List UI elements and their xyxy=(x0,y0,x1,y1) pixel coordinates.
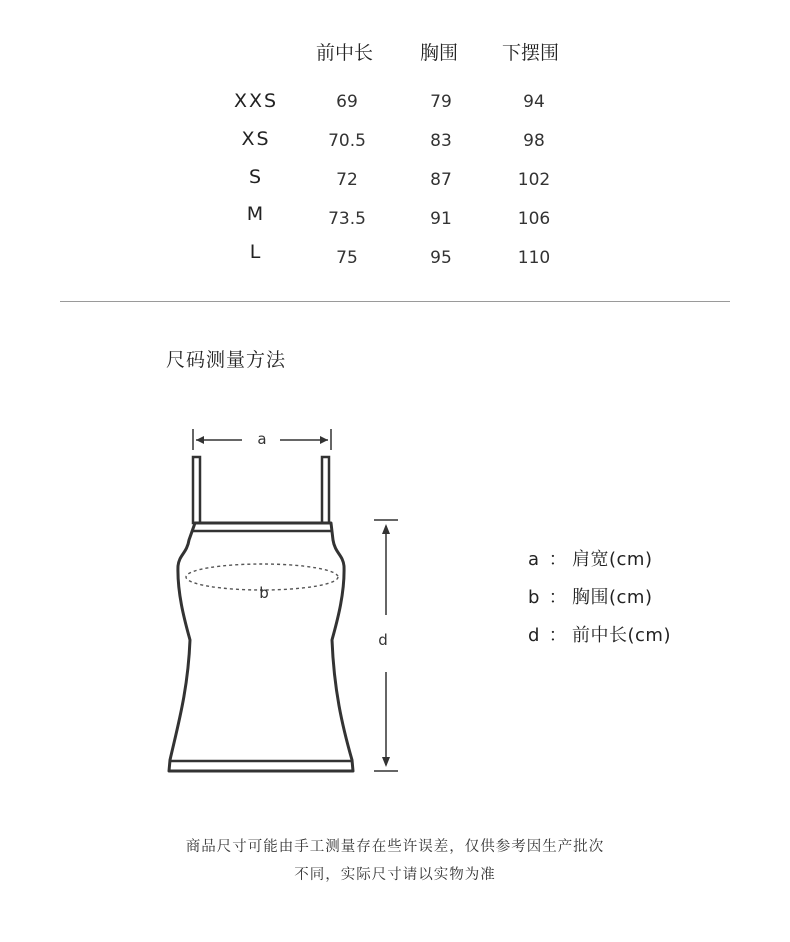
garment-body xyxy=(169,523,353,771)
straps xyxy=(193,457,329,523)
legend-colon: ： xyxy=(548,549,568,570)
arrow-right-icon xyxy=(320,436,328,444)
header-front-length: 前中长 xyxy=(316,42,374,64)
label-a: a xyxy=(257,430,267,448)
arrow-up-icon xyxy=(382,524,390,534)
legend-colon: ： xyxy=(548,587,568,608)
legend-item-b xyxy=(528,583,652,609)
table-cell: 73.5 xyxy=(328,209,366,229)
size-label: XXS xyxy=(233,90,279,112)
label-d: d xyxy=(378,631,388,649)
legend-text: 肩宽(cm) xyxy=(572,549,653,570)
table-cell: 75 xyxy=(336,248,358,268)
header-hem: 下摆围 xyxy=(502,42,560,64)
table-cell: 83 xyxy=(430,131,452,151)
size-label: L xyxy=(249,241,263,263)
legend-key: d xyxy=(528,625,540,646)
arrow-down-icon xyxy=(382,757,390,767)
table-cell: 106 xyxy=(517,209,551,229)
size-label: XS xyxy=(241,128,271,150)
table-cell: 95 xyxy=(430,248,452,268)
table-cell: 98 xyxy=(523,131,545,151)
table-cell: 94 xyxy=(523,92,545,112)
size-label: S xyxy=(248,166,264,188)
table-cell: 102 xyxy=(517,170,551,190)
table-cell: 69 xyxy=(336,92,358,112)
legend-colon: ： xyxy=(548,625,568,646)
legend-item-a xyxy=(528,545,652,571)
table-cell: 91 xyxy=(430,209,452,229)
disclaimer-line-2: 不同，实际尺寸请以实物为准 xyxy=(294,867,496,883)
disclaimer-line-1: 商品尺寸可能由手工测量存在些许误差，仅供参考因生产批次 xyxy=(185,839,605,855)
legend-text: 胸围(cm) xyxy=(572,587,653,608)
legend-text: 前中长(cm) xyxy=(572,625,671,646)
table-cell: 87 xyxy=(430,170,452,190)
label-b: b xyxy=(259,584,269,602)
table-cell: 70.5 xyxy=(328,131,366,151)
legend-item-d xyxy=(528,621,671,647)
table-cell: 79 xyxy=(430,92,452,112)
section-title: 尺码测量方法 xyxy=(166,349,287,371)
size-label: M xyxy=(246,203,266,225)
arrow-left-icon xyxy=(196,436,204,444)
table-cell: 110 xyxy=(517,248,551,268)
legend-key: a xyxy=(528,549,540,570)
header-bust: 胸围 xyxy=(420,42,459,64)
table-cell: 72 xyxy=(336,170,358,190)
legend-key: b xyxy=(528,587,540,608)
